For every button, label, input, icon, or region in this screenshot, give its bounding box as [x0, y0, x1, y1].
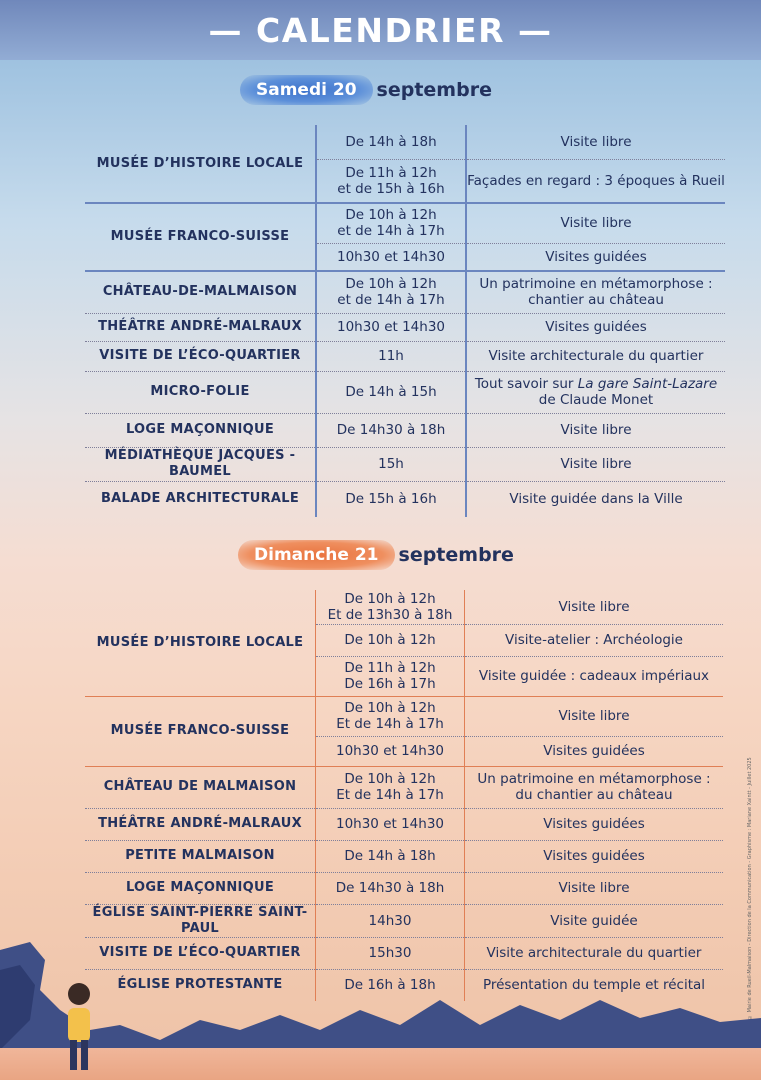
- sunday-header: [238, 540, 514, 570]
- time-cell: De 14h à 15h: [316, 371, 466, 413]
- table-row: [85, 371, 725, 413]
- activity-cell: Un patrimoine en métamorphose : chantier au château: [466, 271, 725, 313]
- activity-cell: Visites guidées: [466, 243, 725, 271]
- time-cell: 14h30: [316, 904, 465, 937]
- time-cell: De 11h à 12h et de 15h à 16h: [316, 159, 466, 203]
- artwork-title: La gare Saint-Lazare: [577, 376, 718, 392]
- time-cell: 10h30 et 14h30: [316, 313, 466, 341]
- venue-cell: PETITE MALMAISON: [85, 840, 316, 872]
- activity-text: de Claude Monet: [538, 392, 654, 408]
- time-cell: De 14h30 à 18h: [316, 413, 466, 447]
- saturday-month: septembre: [376, 79, 492, 101]
- time-cell: 10h30 et 14h30: [316, 736, 465, 766]
- table-row: [85, 447, 725, 481]
- venue-cell: MUSÉE FRANCO-SUISSE: [85, 696, 316, 766]
- landscape-illustration: [0, 930, 761, 1080]
- table-row: [85, 872, 723, 904]
- time-cell: De 14h à 18h: [316, 840, 465, 872]
- table-row: [85, 840, 723, 872]
- time-cell: De 10h à 12h Et de 14h à 17h: [316, 766, 465, 808]
- activity-cell: Visite architecturale du quartier: [465, 937, 724, 969]
- table-row: [85, 413, 725, 447]
- venue-cell: CHÂTEAU DE MALMAISON: [85, 766, 316, 808]
- time-cell: De 15h à 16h: [316, 481, 466, 517]
- venue-cell: MUSÉE D’HISTOIRE LOCALE: [85, 590, 316, 696]
- table-row: [85, 590, 723, 624]
- time-cell: 10h30 et 14h30: [316, 808, 465, 840]
- table-row: [85, 808, 723, 840]
- activity-cell: Visite guidée dans la Ville: [509, 491, 683, 508]
- ground: [0, 1048, 761, 1080]
- activity-cell: Visite libre: [466, 203, 725, 243]
- activity-cell: Visite libre: [465, 590, 724, 624]
- venue-cell: LOGE MAÇONNIQUE: [85, 872, 316, 904]
- time-cell: De 10h à 12h et de 14h à 17h: [316, 271, 466, 313]
- venue-cell: THÉÂTRE ANDRÉ-MALRAUX: [85, 313, 316, 341]
- saturday-header: [240, 75, 492, 105]
- activity-cell: Visite libre: [465, 872, 724, 904]
- venue-cell: CHÂTEAU-DE-MALMAISON: [85, 271, 316, 313]
- time-cell: De 11h à 12h De 16h à 17h: [316, 656, 465, 696]
- time-cell: 11h: [316, 341, 466, 371]
- time-cell: De 10h à 12h et de 14h à 17h: [316, 203, 466, 243]
- table-row: [85, 481, 725, 517]
- activity-cell: Visites guidées: [465, 840, 724, 872]
- table-row: [85, 313, 725, 341]
- time-cell: 15h: [316, 447, 466, 481]
- saturday-day-pill: Samedi 20: [240, 75, 373, 105]
- activity-cell: Visites guidées: [466, 313, 725, 341]
- time-cell: De 14h à 18h: [316, 125, 466, 159]
- table-row: [85, 696, 723, 736]
- saturday-schedule: [85, 125, 725, 517]
- venue-cell: ÉGLISE SAINT-PIERRE SAINT-PAUL: [85, 904, 316, 937]
- activity-cell: Présentation du temple et récital: [482, 977, 706, 994]
- venue-cell: VISITE DE L’ÉCO-QUARTIER: [85, 341, 316, 371]
- page-title: — CALENDRIER —: [208, 10, 553, 50]
- activity-cell: Visites guidées: [465, 808, 724, 840]
- sunday-day-pill: Dimanche 21: [238, 540, 395, 570]
- activity-cell: Visite-atelier : Archéologie: [465, 624, 724, 656]
- credit-line: © Mairie de Rueil-Malmaison - Direction de la Communication - Graphisme : Mariane Xaintt - Juillet 2025: [747, 757, 753, 1020]
- venue-cell: BALADE ARCHITECTURALE: [100, 491, 300, 507]
- time-cell: De 10h à 12h Et de 13h30 à 18h: [316, 590, 465, 624]
- activity-cell: Visites guidées: [465, 736, 724, 766]
- time-cell: De 14h30 à 18h: [316, 872, 465, 904]
- time-cell: 10h30 et 14h30: [316, 243, 466, 271]
- activity-cell: Visite libre: [466, 447, 725, 481]
- time-cell: De 10h à 12h Et de 14h à 17h: [316, 696, 465, 736]
- table-row: [85, 271, 725, 313]
- activity-cell: Visite libre: [466, 413, 725, 447]
- activity-cell: Un patrimoine en métamorphose : du chantier au château: [465, 766, 724, 808]
- venue-cell: MICRO-FOLIE: [85, 371, 316, 413]
- activity-cell: Visite guidée : cadeaux impériaux: [465, 656, 724, 696]
- activity-cell: Façades en regard : 3 époques à Rueil: [466, 159, 725, 203]
- venue-cell: ÉGLISE PROTESTANTE: [117, 977, 283, 993]
- activity-cell: Visite guidée: [465, 904, 724, 937]
- table-row: [85, 341, 725, 371]
- venue-cell: MUSÉE D’HISTOIRE LOCALE: [85, 125, 316, 203]
- venue-cell: MUSÉE FRANCO-SUISSE: [85, 203, 316, 271]
- activity-cell: Visite libre: [466, 125, 725, 159]
- activity-text: Tout savoir sur: [474, 376, 578, 392]
- venue-cell: THÉÂTRE ANDRÉ-MALRAUX: [85, 808, 316, 840]
- activity-cell: Visite libre: [465, 696, 724, 736]
- activity-cell: Visite architecturale du quartier: [466, 341, 725, 371]
- sunday-month: septembre: [398, 544, 514, 566]
- time-cell: De 10h à 12h: [316, 624, 465, 656]
- title-bar: [0, 0, 761, 60]
- table-row: [85, 766, 723, 808]
- table-row: [85, 203, 725, 243]
- venue-cell: LOGE MAÇONNIQUE: [85, 413, 316, 447]
- time-cell: 15h30: [316, 937, 465, 969]
- venue-cell: VISITE DE L’ÉCO-QUARTIER: [85, 937, 316, 969]
- activity-cell: [466, 371, 725, 413]
- venue-cell: MÉDIATHÈQUE JACQUES -BAUMEL: [85, 447, 316, 481]
- table-row: [85, 125, 725, 159]
- time-cell: De 16h à 18h: [316, 969, 465, 1001]
